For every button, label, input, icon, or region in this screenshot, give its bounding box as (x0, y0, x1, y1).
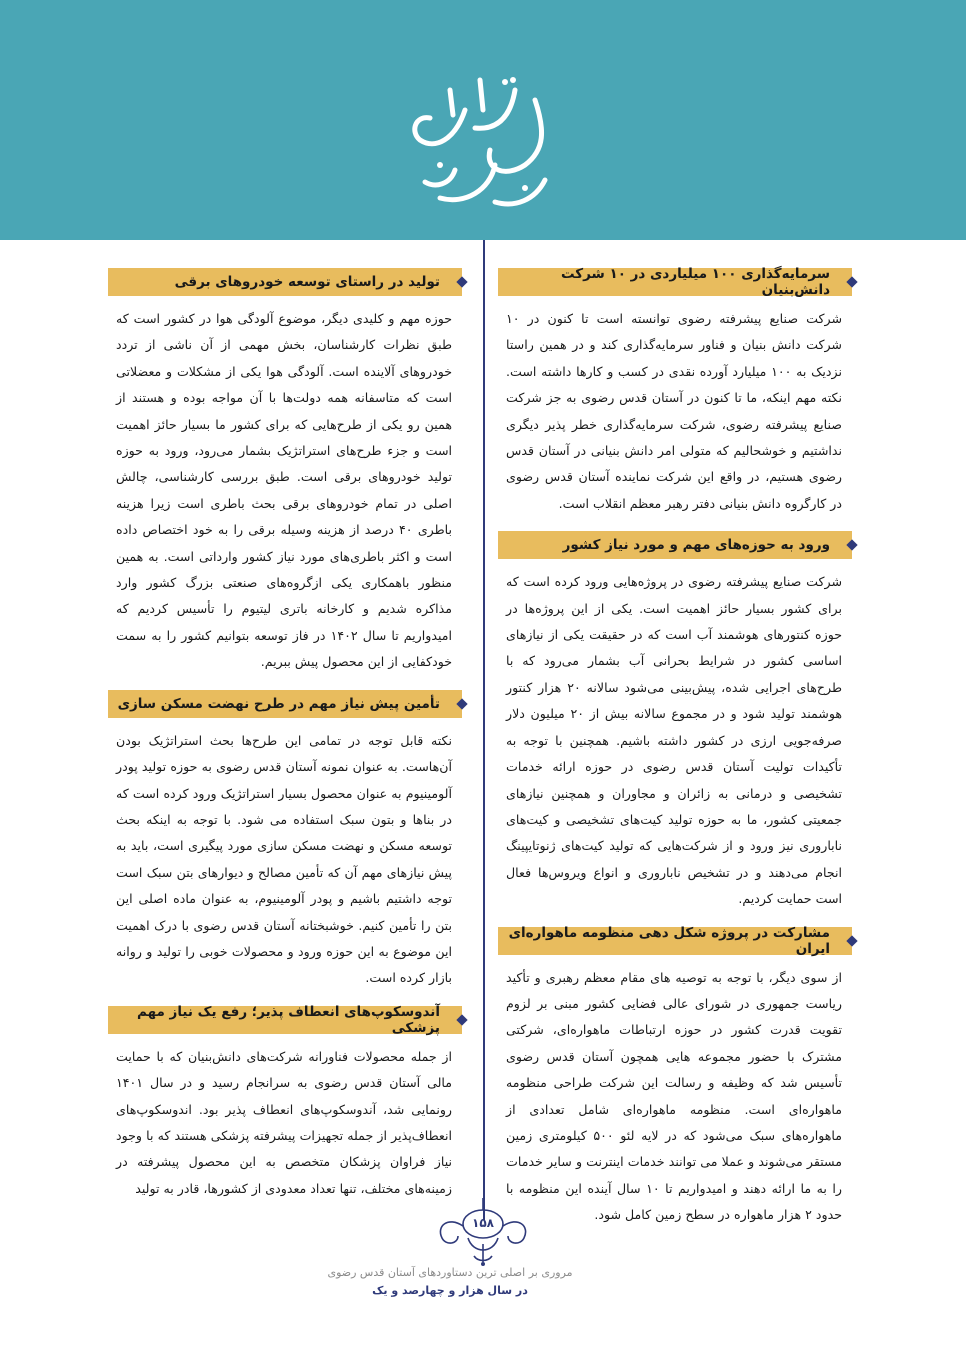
section-satellite (498, 924, 852, 1229)
section-heading (108, 690, 462, 718)
diamond-bullet-icon (846, 935, 858, 947)
heading-text: آندوسکوپ‌های انعطاف پذیر؛ رفع یک نیاز مهم پزشکی (137, 1003, 440, 1036)
right-column (498, 268, 852, 1243)
section-heading (498, 924, 852, 957)
logo (395, 70, 565, 220)
footer-subtitle: در سال هزار و چهارصد و یک (372, 1284, 528, 1297)
section-heading (498, 531, 852, 559)
heading-text: تأمین پیش نیاز مهم در طرح نهضت مسکن سازی (117, 695, 440, 712)
column-divider (483, 240, 485, 1220)
heading-text: سرمایه‌گذاری ۱۰۰ میلیاردی در ۱۰ شرکت دانش‌بنیان (560, 266, 830, 298)
diamond-bullet-icon (456, 276, 468, 288)
section-body: از جمله محصولات فناورانه شرکت‌های دانش‌بنیان که با حمایت مالی آستان قدس رضوی به سرانجام رسید و در سال ۱۴۰۱ رونمایی شد، آندوسکوپ‌های انعطاف پذیر بود. اندوسکوپ‌های انعطاف‌پذیر از جمله تجهیزات پیشرفته پزشکی هستند که با وجود نیاز فراوان پزشکان متخصص به این محصول پیشرفته در زمینه‌های مختلف، تنها تعداد معدودی از کشورها، قادر به تولید (116, 1048, 452, 1196)
section-body: شرکت صنایع پیشرفته رضوی توانسته است تا کنون در ۱۰ شرکت دانش بنیان و فناور سرمایه‌گذاری کند و در همین راستا نزدیک به ۱۰۰ میلیارد آورده نقدی در کسب و کارها داشته است. نکته مهم اینکه، ما تا کنون در آستان قدس رضوی به جز شرکت صنایع پیشرفته رضوی، شرکت سرمایه‌گذاری خطر پذیر دیگری نداشتیم و خوشحالیم که متولی امر دانش بنیانی در آستان قدس رضوی هستیم، در واقع این شرکت نماینده آستان قدس رضوی در کارگروه دانش بنیانی دفتر رهبر معظم انقلاب است. (506, 311, 842, 511)
section-housing (108, 690, 462, 992)
section-electric-cars (108, 268, 462, 676)
section-body: نکته قابل توجه در تمامی این طرح‌ها بحث استراتژیک بودن آن‌هاست. به عنوان نمونه آستان قدس رضوی به حوزه تولید پودر آلومینیوم به عنوان محصول بسیار استراتژیک ورود کرده است که در بناها و بتون سبک استفاده می شود. با توجه به اینکه بحث توسعه مسکن و نهضت مسکن سازی مورد پیگیری است، باید به پیش نیازهای مهم آن که تأمین مصالح و دیوارهای بتن سبک است توجه داشتیم باشیم و پودر آلومینیوم، به عنوان ماده اصلی این بتن را تأمین کنیم. خوشبختانه آستان قدس رضوی با درک اهمیت این موضوع به این حوزه ورود و محصولات خوبی را تولید و روانه بازار کرده است. (116, 732, 452, 986)
footer-title: مروری بر اصلی ترین دستاوردهای آستان قدس رضوی (327, 1266, 573, 1279)
section-body: از سوی دیگر، با توجه به توصیه های مقام معظم رهبری و تأکید ریاست جمهوری در شورای عالی فضایی کشور مبنی بر لزوم تقویت قدرت کشور در حوزه ارتباطات ماهواره‌ای، شرکتی مشترک با حضور مجموعه هایی همچون آستان قدس رضوی تأسیس شد که وظیفه و رسالت این شرکت طراحی منظومه ماهواره‌ای است. منظومه ماهواره‌ای شامل تعدادی از ماهواره‌های سبک می‌شود که در لایه لئو ۵۰۰ کیلومتری زمین مستقر می‌شوند و عملا می توانند خدمات اینترنت و سایر خدمات را به ما ارائه دهند و امیدواریم تا ۱۰ سال آینده این منظومه با حدود ۲ هزار ماهواره در سطح زمین کامل شود. (506, 969, 842, 1223)
section-key-fields (498, 531, 852, 912)
page-number: ۱۵۸ (472, 1216, 494, 1230)
section-knowledge-investment (498, 268, 852, 517)
diamond-bullet-icon (846, 539, 858, 551)
section-body: شرکت صنایع پیشرفته رضوی در پروژه‌هایی ورود کرده است که برای کشور بسیار حائز اهمیت است. یکی از این پروژه‌ها در حوزه کنتورهای هوشمند آب است که در حقیقت یکی از نیازهای اساسی کشور در شرایط بحرانی آب بشمار می‌رود که با طرح‌های اجرایی شده، پیش‌بینی می‌شود سالانه ۲۰ هزار کنتور هوشمند تولید شود و در مجموع سالانه بیش از ۲۰ میلیون دلار صرفه‌جویی ارزی در کشور داشته باشیم. همچنین با توجه به تأکیدات تولیت آستان قدس رضوی در حوزه ارائه خدمات تشخیصی و درمانی به زائران و مجاوران و همچنین نیازهای جمعیتی کشور، ما به حوزه تولید کیت‌های تشخیصی و کیت‌های ناباروری نیز ورود و از شرکت‌هایی که تولید کیت‌های ژنوتایپینگ انجام می‌دهند و در تشخیص ناباروری و انواع ویروس‌ها فعال است حمایت کردیم. (506, 574, 842, 907)
heading-text: تولید در راستای توسعه خودروهای برقی (174, 274, 440, 290)
calligraphy-logo-icon (395, 70, 565, 220)
section-heading (108, 1003, 462, 1036)
section-body: حوزه مهم و کلیدی دیگر، موضوع آلودگی هوا در کشور است که طبق نظرات کارشناسان، بخش مهمی از آن ناشی از تردد خودروهای آلاینده است. آلودگی هوا یکی از مشکلات و معضلاتی است که متاسفانه همه دولت‌ها با آن مواجه بوده و هستند از همین رو یکی از طرح‌هایی که برای کشور ما بسیار حائز اهمیت است و جزء طرح‌های استراتژیک بشمار می‌رود، ورود به حوزه تولید خودروهای برقی است. طبق بررسی کارشناسی، چالش اصلی در تمام خودروهای برقی بحث باطری است زیرا هزینه باطری ۴۰ درصد از هزینه وسیله برقی را به خود اختصاص داده است و اکثر باطری‌های مورد نیاز کشور وارداتی است. به همین منظور باهمکاری یکی ازگروه‌های صنعتی بزرگ کشور وارد مذاکره شدیم و کارخانه باتری لیتیوم را تأسیس کردیم که امیدواریم تا سال ۱۴۰۲ در فاز توسعه بتوانیم کشور را به سمت خودکفایی از این محصول پیش ببریم. (116, 311, 452, 670)
heading-text: ورود به حوزه‌های مهم و مورد نیاز کشور (562, 537, 830, 554)
section-heading (498, 268, 852, 296)
header-banner (0, 0, 966, 240)
section-endoscopes (108, 1003, 462, 1202)
diamond-bullet-icon (456, 698, 468, 710)
diamond-bullet-icon (456, 1014, 468, 1026)
section-heading (108, 268, 462, 296)
heading-text: مشارکت در پروژه شکل دهی منظومه ماهواره‌ای ایران (508, 924, 830, 957)
diamond-bullet-icon (846, 276, 858, 288)
left-column (108, 268, 462, 1216)
